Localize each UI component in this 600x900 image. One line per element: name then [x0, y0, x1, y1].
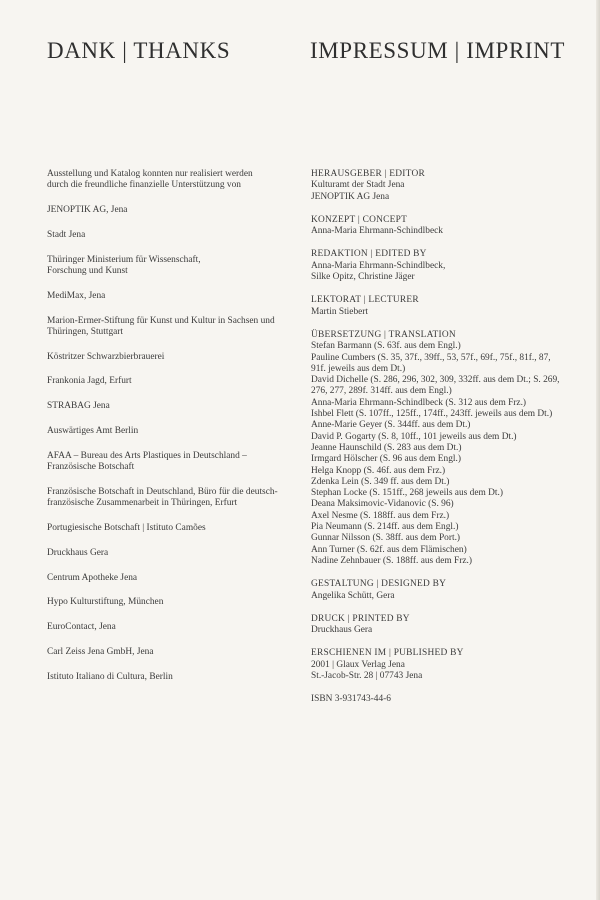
section-line: Silke Opitz, Christine Jäger	[311, 272, 415, 283]
imprint-section	[311, 648, 587, 682]
sponsor-item	[47, 205, 302, 216]
section-line: Irmgard Hölscher (S. 96 aus dem Engl.)	[311, 454, 461, 465]
sponsor-item	[47, 316, 302, 339]
section-line: Anna-Maria Ehrmann-Schindlbeck (S. 312 aus dem Frz.)	[311, 397, 527, 408]
sponsor-item	[47, 230, 302, 241]
imprint-section	[311, 330, 587, 567]
sponsor-item	[47, 672, 302, 683]
sponsor-line: Stadt Jena	[47, 229, 86, 240]
section-line: Axel Nesme (S. 188ff. aus dem Frz.)	[311, 510, 450, 521]
sponsor-line: Französische Botschaft in Deutschland, Büro für die deutsch-	[47, 486, 278, 497]
imprint-section	[311, 614, 587, 637]
section-line: Ann Turner (S. 62f. aus dem Flämischen)	[311, 544, 467, 555]
sponsor-line: Thüringer Ministerium für Wissenschaft,	[47, 254, 201, 265]
sponsor-item	[47, 352, 302, 363]
sponsor-line: Centrum Apotheke Jena	[47, 572, 138, 583]
section-label: DRUCK | PRINTED BY	[311, 613, 410, 624]
section-line: David P. Gogarty (S. 8, 10ff., 101 jeweils aus dem Dt.)	[311, 431, 517, 442]
sponsor-list	[47, 205, 302, 683]
section-line: Zdenka Lein (S. 349 ff. aus dem Dt.)	[311, 476, 450, 487]
sponsor-line: Portugiesische Botschaft | Istituto Camões	[47, 523, 206, 534]
sponsor-item	[47, 451, 302, 474]
sponsor-item	[47, 487, 302, 510]
sponsor-item	[47, 523, 302, 534]
sponsor-item	[47, 426, 302, 437]
sponsor-line: Istituto Italiano di Cultura, Berlin	[47, 671, 173, 682]
sponsor-line: AFAA – Bureau des Arts Plastiques in Deutschland –	[47, 450, 247, 461]
imprint-section	[311, 215, 587, 238]
imprint-column	[311, 169, 587, 718]
sponsor-item	[47, 255, 302, 278]
imprint-section	[311, 694, 587, 705]
section-line: Pia Neumann (S. 214ff. aus dem Engl.)	[311, 522, 459, 533]
section-line: St.-Jacob-Str. 28 | 07743 Jena	[311, 670, 423, 681]
section-label: KONZEPT | CONCEPT	[311, 214, 408, 225]
sponsor-line: STRABAG Jena	[47, 401, 110, 412]
imprint-section	[311, 169, 587, 203]
sponsor-item	[47, 291, 302, 302]
sponsor-line: JENOPTIK AG, Jena	[47, 205, 128, 216]
sponsor-line: Hypo Kulturstiftung, München	[47, 597, 164, 608]
section-line: ISBN 3-931743-44-6	[311, 694, 391, 705]
sponsor-item	[47, 573, 302, 584]
sponsor-line: Frankonia Jagd, Erfurt	[47, 376, 132, 387]
section-line: Jeanne Haunschild (S. 283 aus dem Dt.)	[311, 442, 462, 453]
section-line: Helga Knopp (S. 46f. aus dem Frz.)	[311, 465, 446, 476]
sponsor-item	[47, 622, 302, 633]
imprint-section	[311, 295, 587, 318]
imprint-section	[311, 249, 587, 283]
sponsor-line: Marion-Ermer-Stiftung für Kunst und Kultur in Sachsen und	[47, 315, 275, 326]
section-line: JENOPTIK AG Jena	[311, 191, 390, 202]
sponsor-line: Französische Botschaft	[47, 462, 135, 473]
section-line: 276, 277, 289f. 314ff. aus dem Engl.)	[311, 386, 452, 397]
sponsor-line: MediMax, Jena	[47, 290, 106, 301]
section-label: HERAUSGEBER | EDITOR	[311, 169, 425, 179]
intro-line: durch die freundliche finanzielle Unterstützung von	[47, 180, 241, 191]
sponsor-item	[47, 597, 302, 608]
section-line: 91f. jeweils aus dem Dt.)	[311, 363, 406, 374]
section-label: ÜBERSETZUNG | TRANSLATION	[311, 329, 456, 340]
thanks-column	[47, 169, 302, 697]
section-line: 2001 | Glaux Verlag Jena	[311, 659, 405, 670]
section-line: David Dichelle (S. 286, 296, 302, 309, 332ff. aus dem Dt.; S. 269,	[311, 375, 560, 386]
sponsor-item	[47, 376, 302, 387]
section-line: Anna-Maria Ehrmann-Schindlbeck,	[311, 260, 446, 271]
sponsor-item	[47, 548, 302, 559]
section-line: Martin Stiebert	[311, 306, 369, 317]
section-line: Ishbel Flett (S. 107ff., 125ff., 174ff., 243ff. jeweils aus dem Dt.)	[311, 409, 553, 420]
section-line: Kulturamt der Stadt Jena	[311, 180, 405, 191]
imprint-sections	[311, 169, 587, 706]
section-line: Pauline Cumbers (S. 35, 37f., 39ff., 53, 57f., 69f., 75f., 81f., 87,	[311, 352, 551, 363]
section-line: Gunnar Nilsson (S. 38ff. aus dem Port.)	[311, 533, 461, 544]
imprint-section	[311, 579, 587, 602]
sponsor-line: Forschung und Kunst	[47, 265, 128, 276]
section-line: Stefan Barmann (S. 63f. aus dem Engl.)	[311, 341, 461, 352]
section-label: GESTALTUNG | DESIGNED BY	[311, 579, 447, 590]
imprint-heading: IMPRESSUM | IMPRINT	[310, 38, 565, 63]
sponsor-line: Carl Zeiss Jena GmbH, Jena	[47, 647, 154, 658]
thanks-heading: DANK | THANKS	[47, 38, 231, 63]
sponsor-line: französische Zusammenarbeit in Thüringen, Erfurt	[47, 498, 238, 509]
section-label: ERSCHIENEN IM | PUBLISHED BY	[311, 648, 464, 659]
section-label: REDAKTION | EDITED BY	[311, 249, 427, 260]
sponsor-line: Thüringen, Stuttgart	[47, 326, 124, 337]
page-edge	[596, 0, 600, 900]
intro-line: Ausstellung und Katalog konnten nur realisiert werden	[47, 169, 253, 179]
section-line: Anna-Maria Ehrmann-Schindlbeck	[311, 226, 443, 237]
sponsor-line: Druckhaus Gera	[47, 547, 109, 558]
sponsor-item	[47, 647, 302, 658]
sponsor-line: Auswärtiges Amt Berlin	[47, 426, 139, 437]
section-line: Nadine Zehnbauer (S. 188ff. aus dem Frz.)	[311, 555, 472, 566]
sponsor-line: Köstritzer Schwarzbierbrauerei	[47, 351, 165, 362]
section-line: Stephan Locke (S. 151ff., 268 jeweils aus dem Dt.)	[311, 488, 503, 499]
sponsor-item	[47, 401, 302, 412]
sponsor-line: EuroContact, Jena	[47, 622, 116, 633]
section-line: Anne-Marie Geyer (S. 344ff. aus dem Dt.)	[311, 420, 471, 431]
thanks-intro	[47, 169, 302, 192]
section-line: Deana Maksimovic-Vidanovic (S. 96)	[311, 499, 454, 510]
section-line: Angelika Schütt, Gera	[311, 590, 395, 601]
section-line: Druckhaus Gera	[311, 625, 373, 636]
section-label: LEKTORAT | LECTURER	[311, 295, 419, 306]
